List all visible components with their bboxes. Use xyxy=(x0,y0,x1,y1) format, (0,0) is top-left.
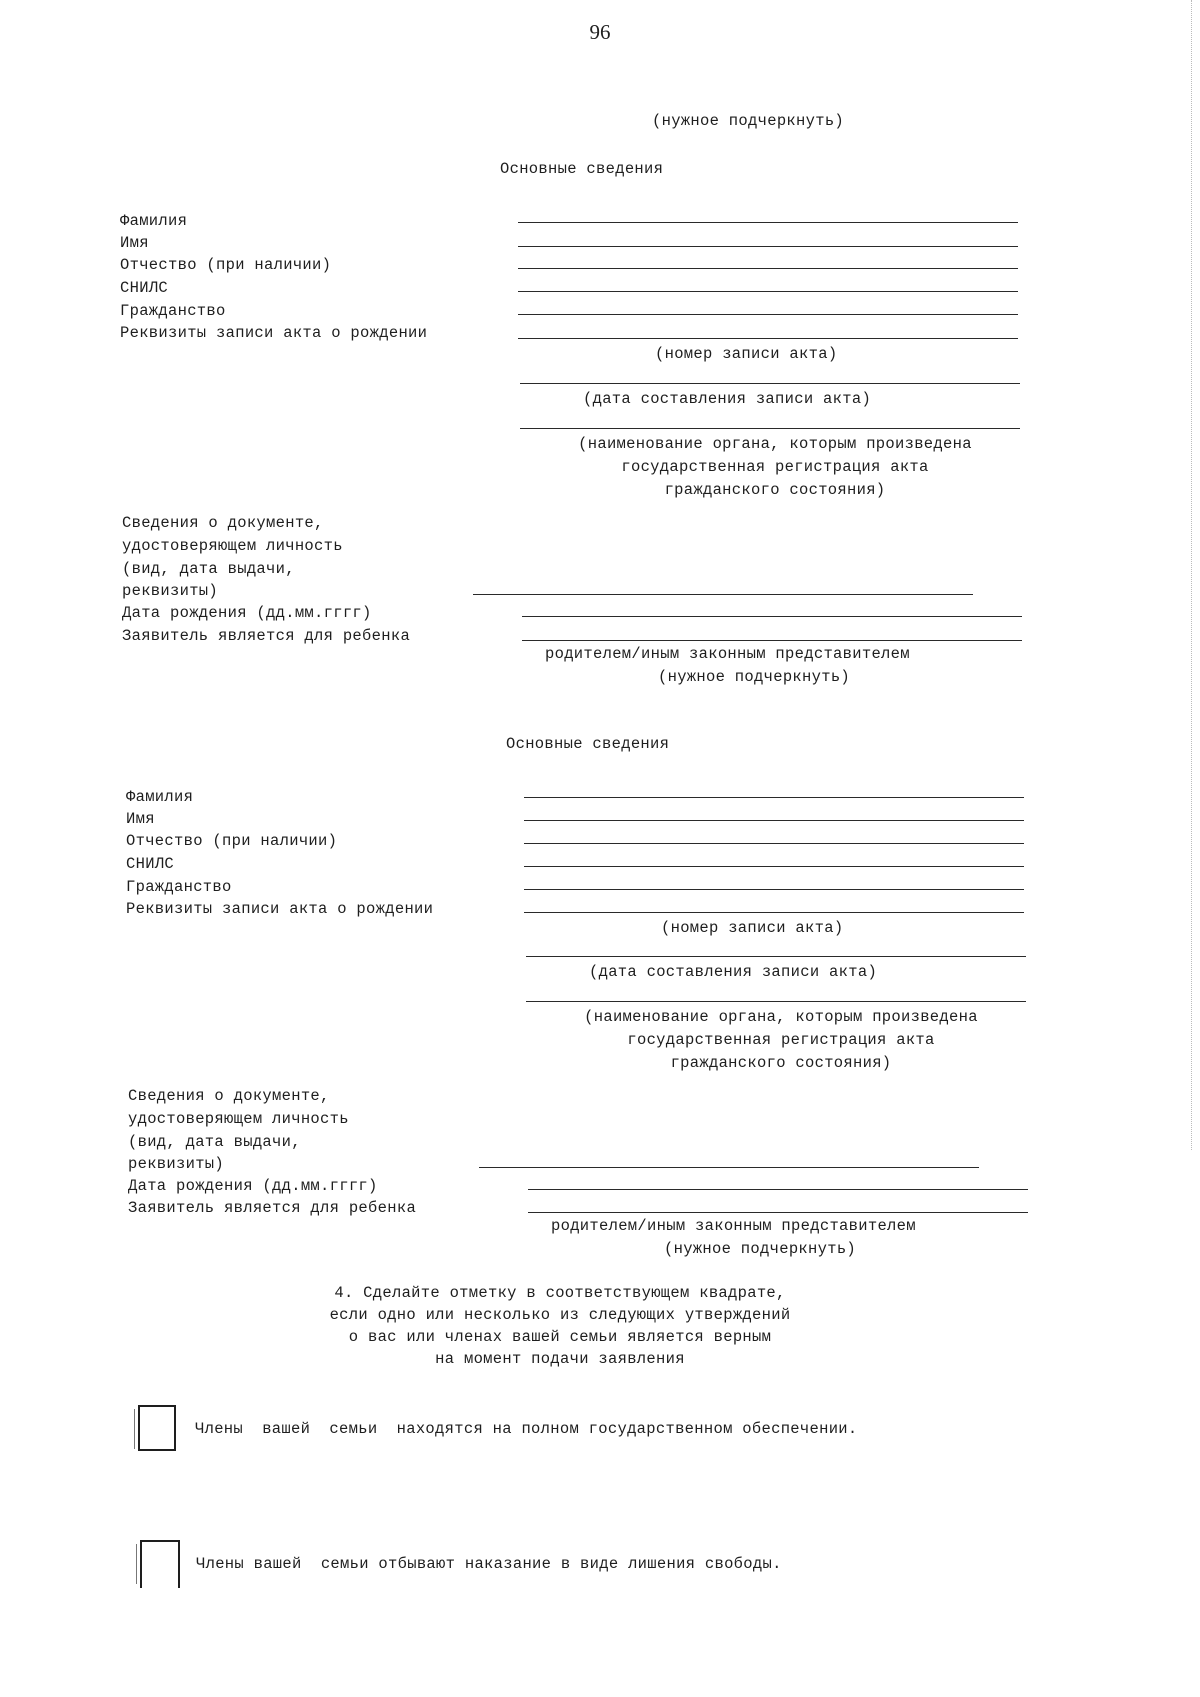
label-birth-record: Реквизиты записи акта о рождении xyxy=(120,324,428,342)
applicant-role: родителем/иным законным представителем xyxy=(551,1217,916,1235)
checkbox-state-support[interactable] xyxy=(138,1405,176,1451)
item-4-line-1: 4. Сделайте отметку в соответствующем квадрате, xyxy=(334,1284,786,1302)
line-birth-date[interactable] xyxy=(522,616,1022,617)
label-name: Имя xyxy=(120,234,149,252)
line-surname[interactable] xyxy=(524,797,1024,798)
line-snils[interactable] xyxy=(518,291,1018,292)
line-id-document[interactable] xyxy=(473,594,973,595)
line-authority[interactable] xyxy=(526,1001,1026,1002)
option-label: Члены вашей семьи находятся на полном государственном обеспечении. xyxy=(195,1420,858,1438)
section-title: Основные сведения xyxy=(506,735,670,753)
label-name: Имя xyxy=(126,810,155,828)
line-patronymic[interactable] xyxy=(524,843,1024,844)
label-citizenship: Гражданство xyxy=(126,878,232,896)
hint-authority-line-2: государственная регистрация акта xyxy=(621,458,929,476)
hint-authority-line-1: (наименование органа, которым произведена xyxy=(578,435,972,453)
underline-note: (нужное подчеркнуть) xyxy=(664,1240,857,1258)
line-citizenship[interactable] xyxy=(524,889,1024,890)
line-applicant[interactable] xyxy=(522,640,1022,641)
label-birth-date: Дата рождения (дд.мм.гггг) xyxy=(128,1177,378,1195)
line-authority[interactable] xyxy=(520,428,1020,429)
line-snils[interactable] xyxy=(524,866,1024,867)
label-id-doc-line-3: (вид, дата выдачи, xyxy=(128,1133,301,1151)
line-surname[interactable] xyxy=(518,222,1018,223)
hint-record-date: (дата составления записи акта) xyxy=(583,390,872,408)
section-title: Основные сведения xyxy=(500,160,664,178)
checkbox-imprisonment[interactable] xyxy=(140,1540,180,1588)
applicant-role: родителем/иным законным представителем xyxy=(545,645,910,663)
label-id-doc-line-1: Сведения о документе, xyxy=(128,1087,330,1105)
line-record-number[interactable] xyxy=(524,912,1024,913)
line-patronymic[interactable] xyxy=(518,268,1018,269)
hint-record-number: (номер записи акта) xyxy=(661,919,844,937)
label-surname: Фамилия xyxy=(126,788,194,806)
label-id-doc-line-3: (вид, дата выдачи, xyxy=(122,560,295,578)
hint-record-date: (дата составления записи акта) xyxy=(589,963,878,981)
option-label: Члены вашей семьи отбывают наказание в виде лишения свободы. xyxy=(196,1555,782,1573)
label-patronymic: Отчество (при наличии) xyxy=(120,256,332,274)
label-id-doc-line-1: Сведения о документе, xyxy=(122,514,324,532)
line-record-number[interactable] xyxy=(518,338,1018,339)
label-id-doc-line-4: реквизиты) xyxy=(122,582,219,600)
label-id-doc-line-4: реквизиты) xyxy=(128,1155,225,1173)
label-birth-record: Реквизиты записи акта о рождении xyxy=(126,900,434,918)
line-birth-date[interactable] xyxy=(528,1189,1028,1190)
line-citizenship[interactable] xyxy=(518,314,1018,315)
underline-note: (нужное подчеркнуть) xyxy=(658,668,851,686)
item-4-line-3: о вас или членах вашей семьи является верным xyxy=(348,1328,772,1346)
scan-margin xyxy=(1189,0,1192,1150)
label-snils: СНИЛС xyxy=(126,855,175,873)
page-number: 96 xyxy=(589,20,611,44)
label-id-doc-line-2: удостоверяющем личность xyxy=(128,1110,349,1128)
label-id-doc-line-2: удостоверяющем личность xyxy=(122,537,343,555)
line-name[interactable] xyxy=(518,246,1018,247)
label-citizenship: Гражданство xyxy=(120,302,226,320)
hint-authority-line-2: государственная регистрация акта xyxy=(627,1031,935,1049)
label-patronymic: Отчество (при наличии) xyxy=(126,832,338,850)
label-applicant-is: Заявитель является для ребенка xyxy=(128,1199,417,1217)
hint-record-number: (номер записи акта) xyxy=(655,345,838,363)
hint-authority-line-3: гражданского состояния) xyxy=(664,481,886,499)
line-id-document[interactable] xyxy=(479,1167,979,1168)
top-underline-note: (нужное подчеркнуть) xyxy=(652,112,845,130)
hint-authority-line-1: (наименование органа, которым произведена xyxy=(584,1008,978,1026)
label-snils: СНИЛС xyxy=(120,279,169,297)
label-applicant-is: Заявитель является для ребенка xyxy=(122,627,411,645)
line-name[interactable] xyxy=(524,820,1024,821)
line-record-date[interactable] xyxy=(526,956,1026,957)
label-surname: Фамилия xyxy=(120,212,188,230)
line-applicant[interactable] xyxy=(528,1212,1028,1213)
label-birth-date: Дата рождения (дд.мм.гггг) xyxy=(122,604,372,622)
item-4-line-2: если одно или несколько из следующих утверждений xyxy=(329,1306,791,1324)
hint-authority-line-3: гражданского состояния) xyxy=(670,1054,892,1072)
item-4-line-4: на момент подачи заявления xyxy=(435,1350,685,1368)
line-record-date[interactable] xyxy=(520,383,1020,384)
